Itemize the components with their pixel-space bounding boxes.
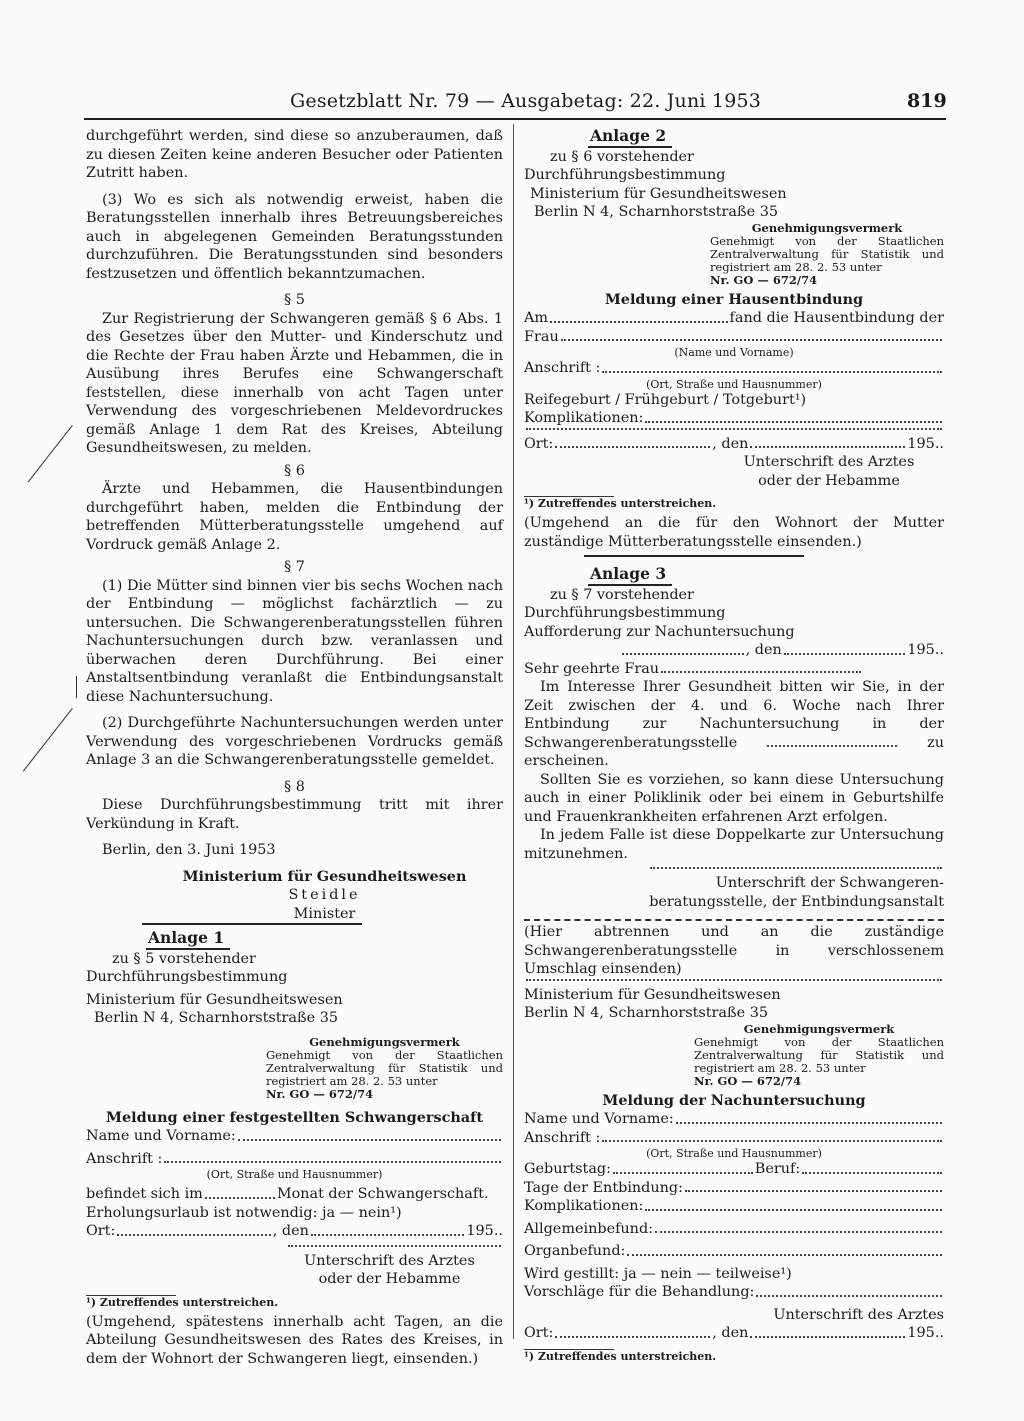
form-field-complications <box>524 1197 944 1216</box>
form-field-place <box>86 1222 503 1241</box>
column-divider <box>513 124 514 1339</box>
anlage-title: Anlage 1 <box>148 928 225 947</box>
anlage-3 <box>524 565 944 1363</box>
address-line: Berlin N 4, Scharnhorststraße 35 <box>94 1010 339 1026</box>
field-label: Frau <box>524 328 559 345</box>
address-line: Berlin N 4, Scharnhorststraße 35 <box>534 204 779 220</box>
approval-note <box>694 1023 944 1088</box>
field-label: , den <box>272 1223 309 1239</box>
anlage-ref: zu § 6 vorstehender <box>550 148 694 165</box>
form-field-organ <box>524 1242 944 1261</box>
anlage-title: Anlage 2 <box>590 126 667 145</box>
right-column <box>524 127 944 1363</box>
paragraph: Ärzte und Hebammen, die Hausentbindungen durchgeführt haben, melden die Entbindung der betreffenden Mütterberatungsstelle umgehend auf Vordruck gemäß Anlage 2. <box>86 481 503 553</box>
field-label: Geburtstag: <box>524 1161 611 1177</box>
footnote: ¹) Zutreffendes unterstreichen. <box>86 1295 279 1309</box>
anlage-title: Anlage 3 <box>590 564 667 583</box>
field-label: Monat der Schwangerschaft. <box>276 1186 489 1202</box>
page-number: 819 <box>907 90 947 112</box>
paragraph: Zur Registrierung der Schwangeren gemäß § 6 Abs. 1 des Gesetzes über den Mutter- und Kinderschutz und die Rechte der Frau haben Ärzte und Hebammen, die in Ausübung ihres Berufes eine Schwangerschaft feststellen, diese innerhalb von acht Tagen unter Verwendung des vorgeschriebenen Meldevordruckes gemäß Anlage 1 dem Rat des Kreises, Abteilung Gesundheitswesen, zu melden. <box>86 310 503 456</box>
approval-text: Genehmigt von der Staatlichen Zentralverwaltung für Statistik und registriert am 28. 2. 53 unter <box>710 233 944 274</box>
form-field-place <box>524 1324 944 1343</box>
form-field-name <box>524 328 944 347</box>
field-label: Name und Vorname: <box>86 1128 236 1144</box>
field-label: Am <box>524 310 549 326</box>
form-line: Wird gestillt: ja — nein — teilweise¹) <box>524 1265 792 1282</box>
form-field-address <box>86 1150 503 1169</box>
field-label: Komplikationen: <box>524 410 644 426</box>
ministry-name: Ministerium für Gesundheitswesen <box>182 867 467 885</box>
signature-line <box>286 1245 503 1252</box>
paragraph: (1) Die Mütter sind binnen vier bis sechs Wochen nach der Entbindung — möglichst fachärztlich — zu untersuchen. Die Schwangerenberatungsstellen führen Nachuntersuchungen durch bzw. veranlassen und überwachen deren Durchführung. Bei einer Anstaltsentbindung veranlaßt die Entbindungsanstalt diese Nachuntersuchung. <box>86 577 503 705</box>
form-field-blank <box>524 979 944 986</box>
instruction-note: (Umgehend an die für den Wohnort der Mutter zuständige Mütterberatungsstelle einsenden.) <box>524 515 944 550</box>
field-label: Organbefund: <box>524 1243 626 1259</box>
field-label: Anschrift : <box>86 1150 163 1167</box>
form-field-address <box>524 1129 944 1148</box>
instruction-note: (Umgehend, spätestens innerhalb acht Tagen, an die Abteilung Gesundheitswesen des Rates des Kreises, in dem der Wohnort der Schwangeren liegt, einsenden.) <box>86 1313 503 1367</box>
approval-note <box>266 1036 503 1101</box>
anlage-ref: Durchführungsbestimmung <box>524 167 726 183</box>
field-label: Anschrift : <box>524 1129 601 1146</box>
field-label: , den <box>745 642 782 658</box>
field-label: Vorschläge für die Behandlung: <box>524 1284 755 1300</box>
field-label: befindet sich im <box>86 1186 203 1202</box>
field-label: 195.. <box>907 1325 944 1341</box>
footnote: ¹) Zutreffendes unterstreichen. <box>524 497 717 510</box>
paragraph: (2) Durchgeführte Nachuntersuchungen werden unter Verwendung des vorgeschriebenen Vordrucks gemäß Anlage 3 an die Schwangerenberatungsstelle gemeldet. <box>86 715 503 768</box>
field-label: Ort: <box>86 1223 116 1239</box>
field-label: Komplikationen: <box>524 1198 644 1214</box>
field-label: Allgemeinbefund: <box>524 1220 654 1237</box>
address-line: Berlin N 4, Scharnhorststraße 35 <box>524 1005 769 1021</box>
header-rule <box>84 118 946 120</box>
instruction-note: (Hier abtrennen und an die zuständige Schwangerenberatungsstelle in verschlossenem Umschlag einsenden) <box>524 924 944 977</box>
signature-label: Unterschrift des Arztes <box>304 1252 475 1269</box>
signatory-name: Steidle <box>288 887 361 903</box>
approval-title: Genehmigungsvermerk <box>309 1034 460 1049</box>
address-line: Ministerium für Gesundheitswesen <box>524 986 781 1003</box>
anlage-ref: Durchführungsbestimmung <box>524 605 726 621</box>
margin-mark <box>23 708 73 772</box>
form-title: Meldung einer festgestellten Schwangerschaft <box>106 1108 483 1126</box>
approval-number: Nr. GO — 672/74 <box>694 1073 802 1088</box>
form-field-treatment <box>524 1283 944 1302</box>
anlage-ref: zu § 7 vorstehender <box>550 586 694 603</box>
address-line: Ministerium für Gesundheitswesen <box>86 991 343 1008</box>
approval-note <box>710 222 944 287</box>
field-label: Anschrift : <box>524 360 601 376</box>
field-label: Tage der Entbindung: <box>524 1179 683 1196</box>
form-field-address <box>524 359 944 378</box>
field-label: 195.. <box>907 642 944 658</box>
letter-body <box>524 678 944 771</box>
form-field-general <box>524 1220 944 1239</box>
page-header: Gesetzblatt Nr. 79 — Ausgabetag: 22. Juni 1953 <box>290 90 762 112</box>
approval-text: Genehmigt von der Staatlichen Zentralverwaltung für Statistik und registriert am 28. 2. 53 unter <box>694 1034 944 1075</box>
section-heading: § 6 <box>284 462 305 479</box>
form-line: Erholungsurlaub ist notwendig: ja — nein¹) <box>86 1204 402 1221</box>
form-field-blank <box>524 428 944 435</box>
form-line: Reifegeburt / Frühgeburt / Totgeburt¹) <box>524 391 807 408</box>
section-heading: § 5 <box>284 292 305 308</box>
address-line: Ministerium für Gesundheitswesen <box>530 185 787 202</box>
section-heading: § 7 <box>284 559 305 575</box>
signature-label: Unterschrift des Arztes <box>743 454 915 470</box>
left-column <box>86 127 503 1368</box>
form-field-month <box>86 1185 503 1204</box>
margin-mark <box>28 425 73 482</box>
field-hint: (Name und Vorname) <box>674 346 794 359</box>
margin-mark <box>76 676 77 698</box>
form-field-complications <box>524 409 944 428</box>
signature-label: oder der Hebamme <box>318 1271 461 1287</box>
field-hint: (Ort, Straße und Hausnummer) <box>206 1168 383 1181</box>
letter-body: In jedem Falle ist diese Doppelkarte zur Untersuchung mitzunehmen. <box>524 827 944 862</box>
field-label: 195.. <box>466 1223 503 1239</box>
cut-line <box>524 919 944 921</box>
footnote: ¹) Zutreffendes unterstreichen. <box>524 1349 717 1363</box>
field-label: Ort: <box>524 1325 554 1341</box>
form-field-name <box>86 1127 503 1146</box>
date-line: Berlin, den 3. Juni 1953 <box>102 842 276 858</box>
field-label: Beruf: <box>754 1161 801 1177</box>
field-hint: (Ort, Straße und Hausnummer) <box>646 1147 822 1160</box>
field-label: 195.. <box>907 435 944 452</box>
field-label: Name und Vorname: <box>524 1111 674 1127</box>
signatory-role: Minister <box>293 905 356 922</box>
form-title: Meldung der Nachuntersuchung <box>602 1091 866 1109</box>
approval-title: Genehmigungsvermerk <box>743 1021 895 1036</box>
signature-label: Unterschrift des Arztes <box>773 1306 944 1323</box>
form-field-dob <box>524 1160 944 1179</box>
form-field-name <box>524 1110 944 1129</box>
signature-label: beratungsstelle, der Entbindungsanstalt <box>649 893 944 910</box>
form-field-date <box>620 641 944 660</box>
anlage-ref: Durchführungsbestimmung <box>86 969 288 985</box>
form-title: Meldung einer Hausentbindung <box>604 290 864 308</box>
signature-line <box>648 867 944 874</box>
field-hint: (Ort, Straße und Hausnummer) <box>646 377 822 391</box>
anlage-1 <box>86 929 503 1368</box>
anlage-2 <box>524 127 944 557</box>
field-label: , den <box>712 435 749 452</box>
field-label: fand die Hausentbindung der <box>729 310 944 326</box>
form-field-date <box>524 309 944 328</box>
approval-number: Nr. GO — 672/74 <box>710 272 818 287</box>
form-field-place <box>524 435 944 454</box>
field-label: Ort: <box>524 435 554 452</box>
blank-line <box>767 745 897 747</box>
signature-label: oder der Hebamme <box>758 472 900 489</box>
paragraph: Diese Durchführungsbestimmung tritt mit ihrer Verkündung in Kraft. <box>86 797 503 832</box>
signature-label: Unterschrift der Schwangeren- <box>715 875 944 891</box>
approval-text: Genehmigt von der Staatlichen Zentralverwaltung für Statistik und registriert am 28. 2. 53 unter <box>266 1047 503 1088</box>
anlage-ref: zu § 5 vorstehender <box>112 950 256 967</box>
letter-heading: Aufforderung zur Nachuntersuchung <box>524 623 795 640</box>
section-heading: § 8 <box>284 778 305 795</box>
paragraph: (3) Wo es sich als notwendig erweist, haben die Beratungsstellen innerhalb ihres Betreuungsbereiches auch in abgelegenen Gemeinden Beratungsstunden durchzuführen. Die Beratungsstunden sind besonders festzusetzen und öffentlich bekanntzumachen. <box>86 191 503 282</box>
form-field-days <box>524 1179 944 1198</box>
letter-body: Sollten Sie es vorziehen, so kann diese Untersuchung auch in einer Poliklinik oder bei einem in Geburtshilfe und Frauenkrankheiten erfahrenen Arzt erfolgen. <box>524 771 944 825</box>
approval-title: Genehmigungsvermerk <box>751 220 903 235</box>
approval-number: Nr. GO — 672/74 <box>266 1086 374 1101</box>
paragraph: durchgeführt werden, sind diese so anzuberaumen, daß zu diesen Zeiten keine anderen Besucher oder Patienten Zutritt haben. <box>86 128 503 181</box>
form-field-salutation <box>524 660 944 679</box>
field-label: , den <box>712 1325 749 1341</box>
letter-text: Im Interesse Ihrer Gesundheit bitten wir Sie, in der Zeit zwischen der 4. und 6. Woche nach Ihrer Entbindung zur Nachuntersuchung in der Schwangerenberatungsstelle <box>524 679 944 751</box>
field-label: Sehr geehrte Frau <box>524 660 660 677</box>
letter-text: zu erscheinen. <box>524 734 944 769</box>
